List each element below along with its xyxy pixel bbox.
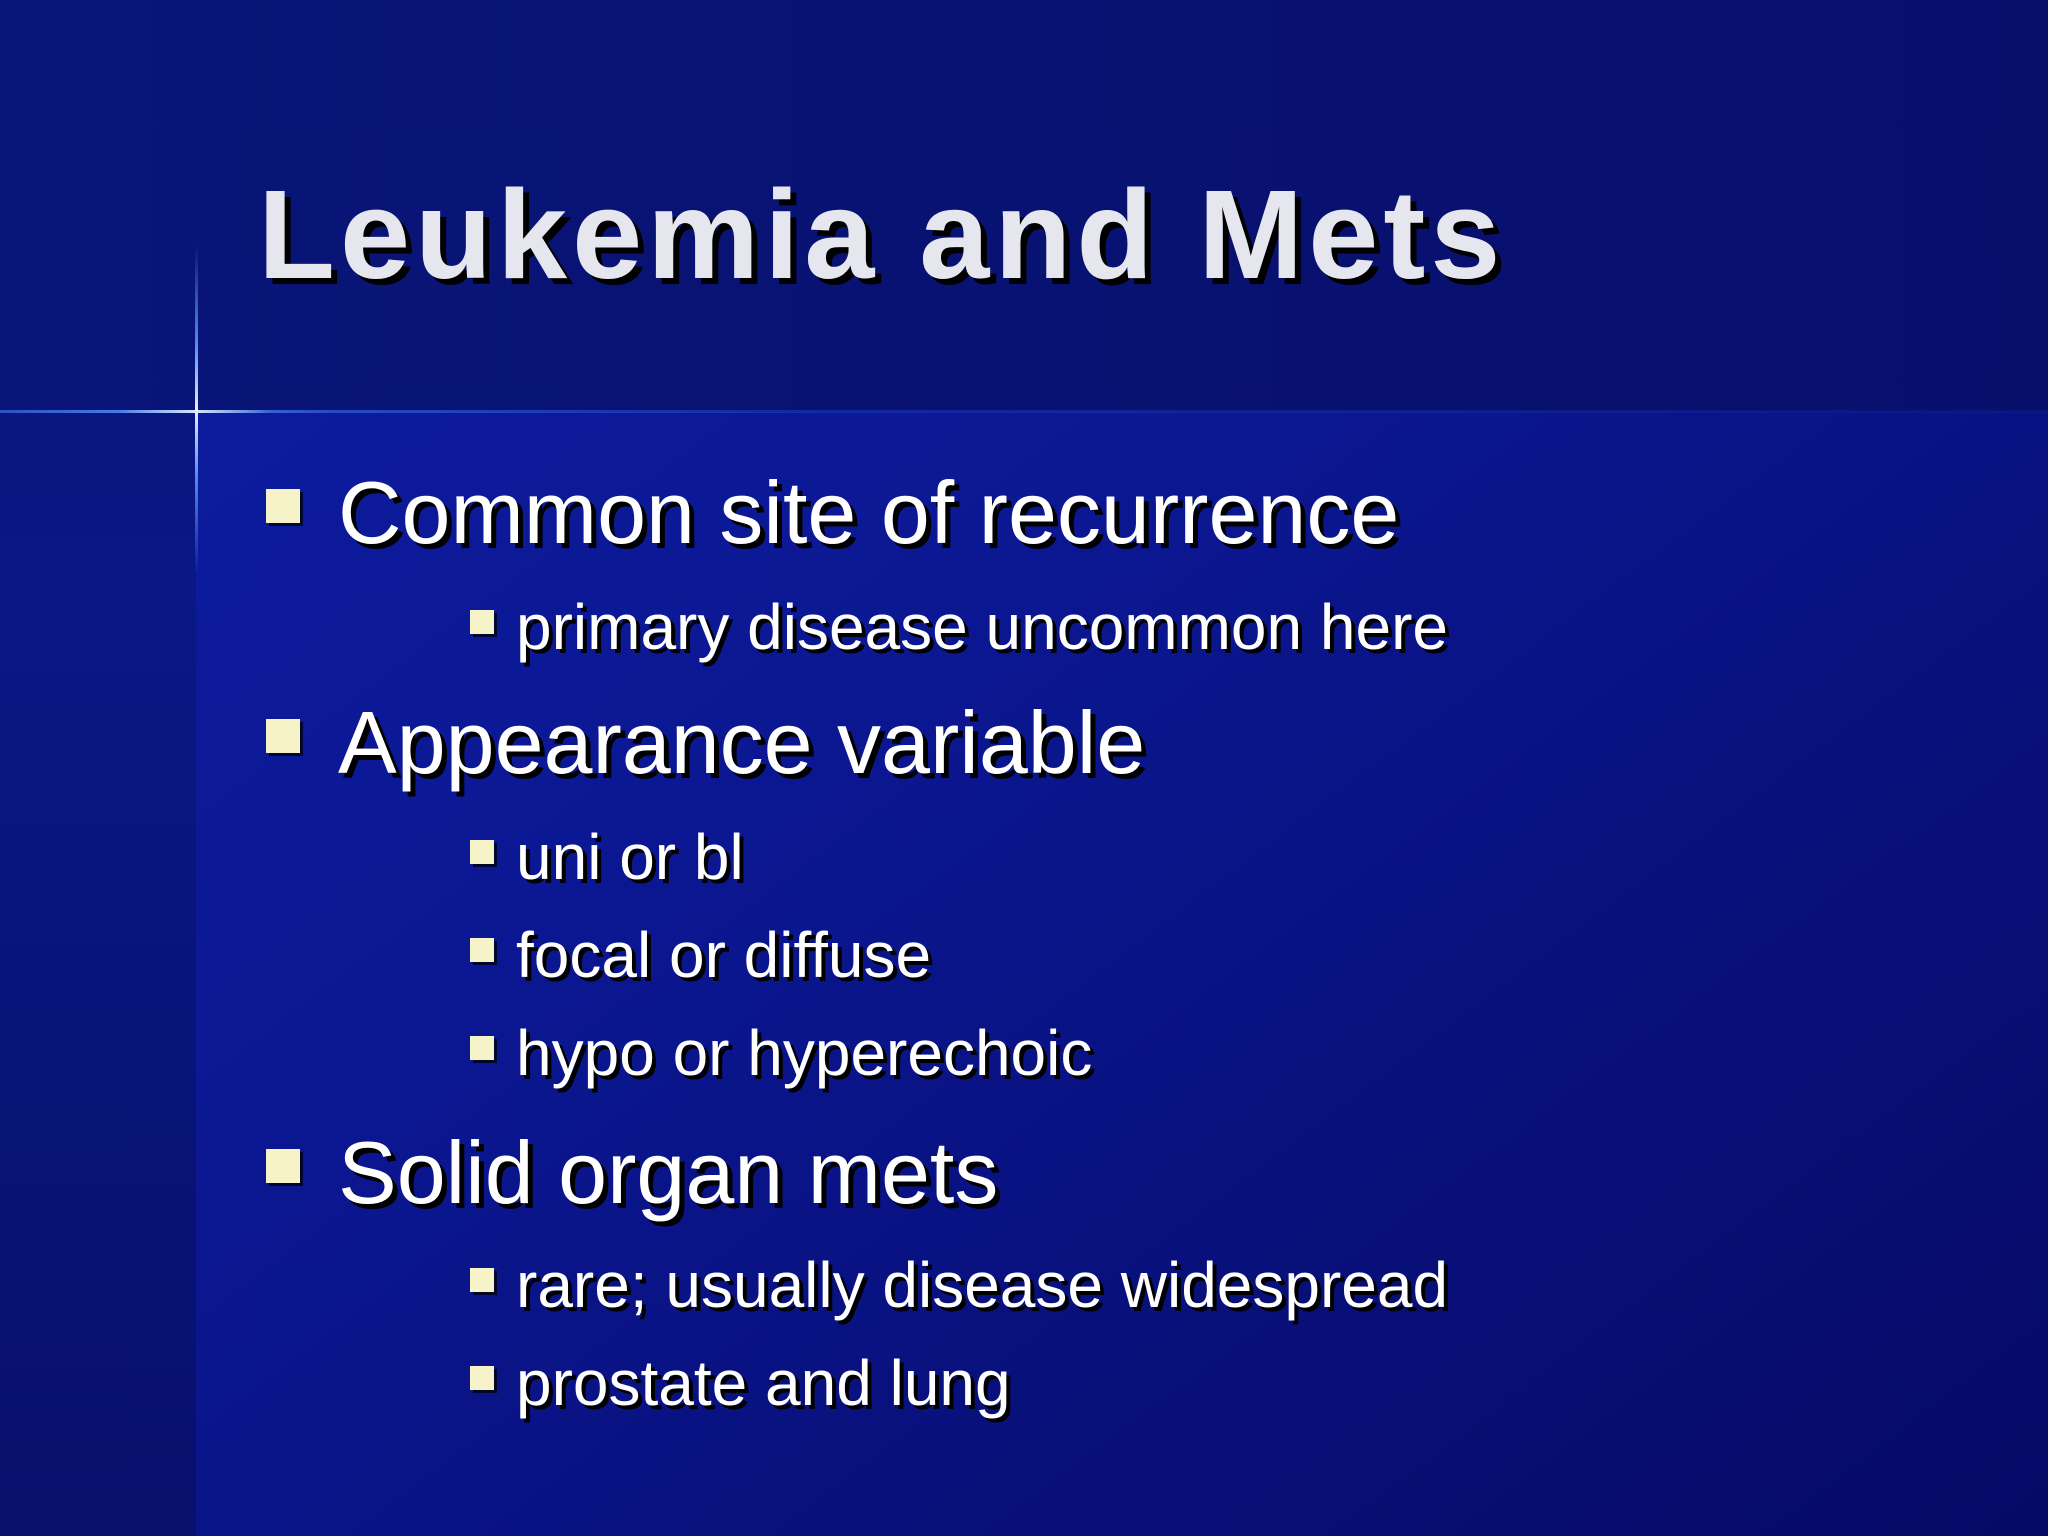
square-bullet-icon — [470, 840, 494, 864]
square-bullet-icon — [266, 719, 300, 753]
sub-bullet-text: primary disease uncommon here — [516, 591, 1448, 663]
slide-title: Leukemia and Mets — [258, 164, 1506, 305]
bullet-text: Solid organ mets — [338, 1123, 999, 1222]
sub-bullet-text: rare; usually disease widespread — [516, 1249, 1449, 1321]
square-bullet-icon — [266, 1149, 300, 1183]
sub-bullet-item — [466, 1016, 1092, 1090]
sub-bullet-text: prostate and lung — [516, 1347, 1011, 1419]
square-bullet-icon — [470, 610, 494, 634]
square-bullet-icon — [470, 1036, 494, 1060]
sub-bullet-item — [466, 1346, 1011, 1420]
sub-bullet-text: uni or bl — [516, 821, 744, 893]
sub-bullet-item — [466, 1248, 1448, 1322]
bullet-text: Common site of recurrence — [338, 463, 1400, 562]
bullet-text: Appearance variable — [338, 693, 1146, 792]
bullet-item — [262, 1122, 998, 1224]
sub-bullet-item — [466, 590, 1448, 664]
sub-bullet-text: hypo or hyperechoic — [516, 1017, 1093, 1089]
square-bullet-icon — [470, 938, 494, 962]
square-bullet-icon — [470, 1366, 494, 1390]
square-bullet-icon — [470, 1268, 494, 1292]
bullet-item — [262, 462, 1399, 564]
bullet-item — [262, 692, 1145, 794]
sub-bullet-item — [466, 820, 744, 894]
square-bullet-icon — [266, 489, 300, 523]
sub-bullet-item — [466, 918, 931, 992]
sub-bullet-text: focal or diffuse — [516, 919, 932, 991]
